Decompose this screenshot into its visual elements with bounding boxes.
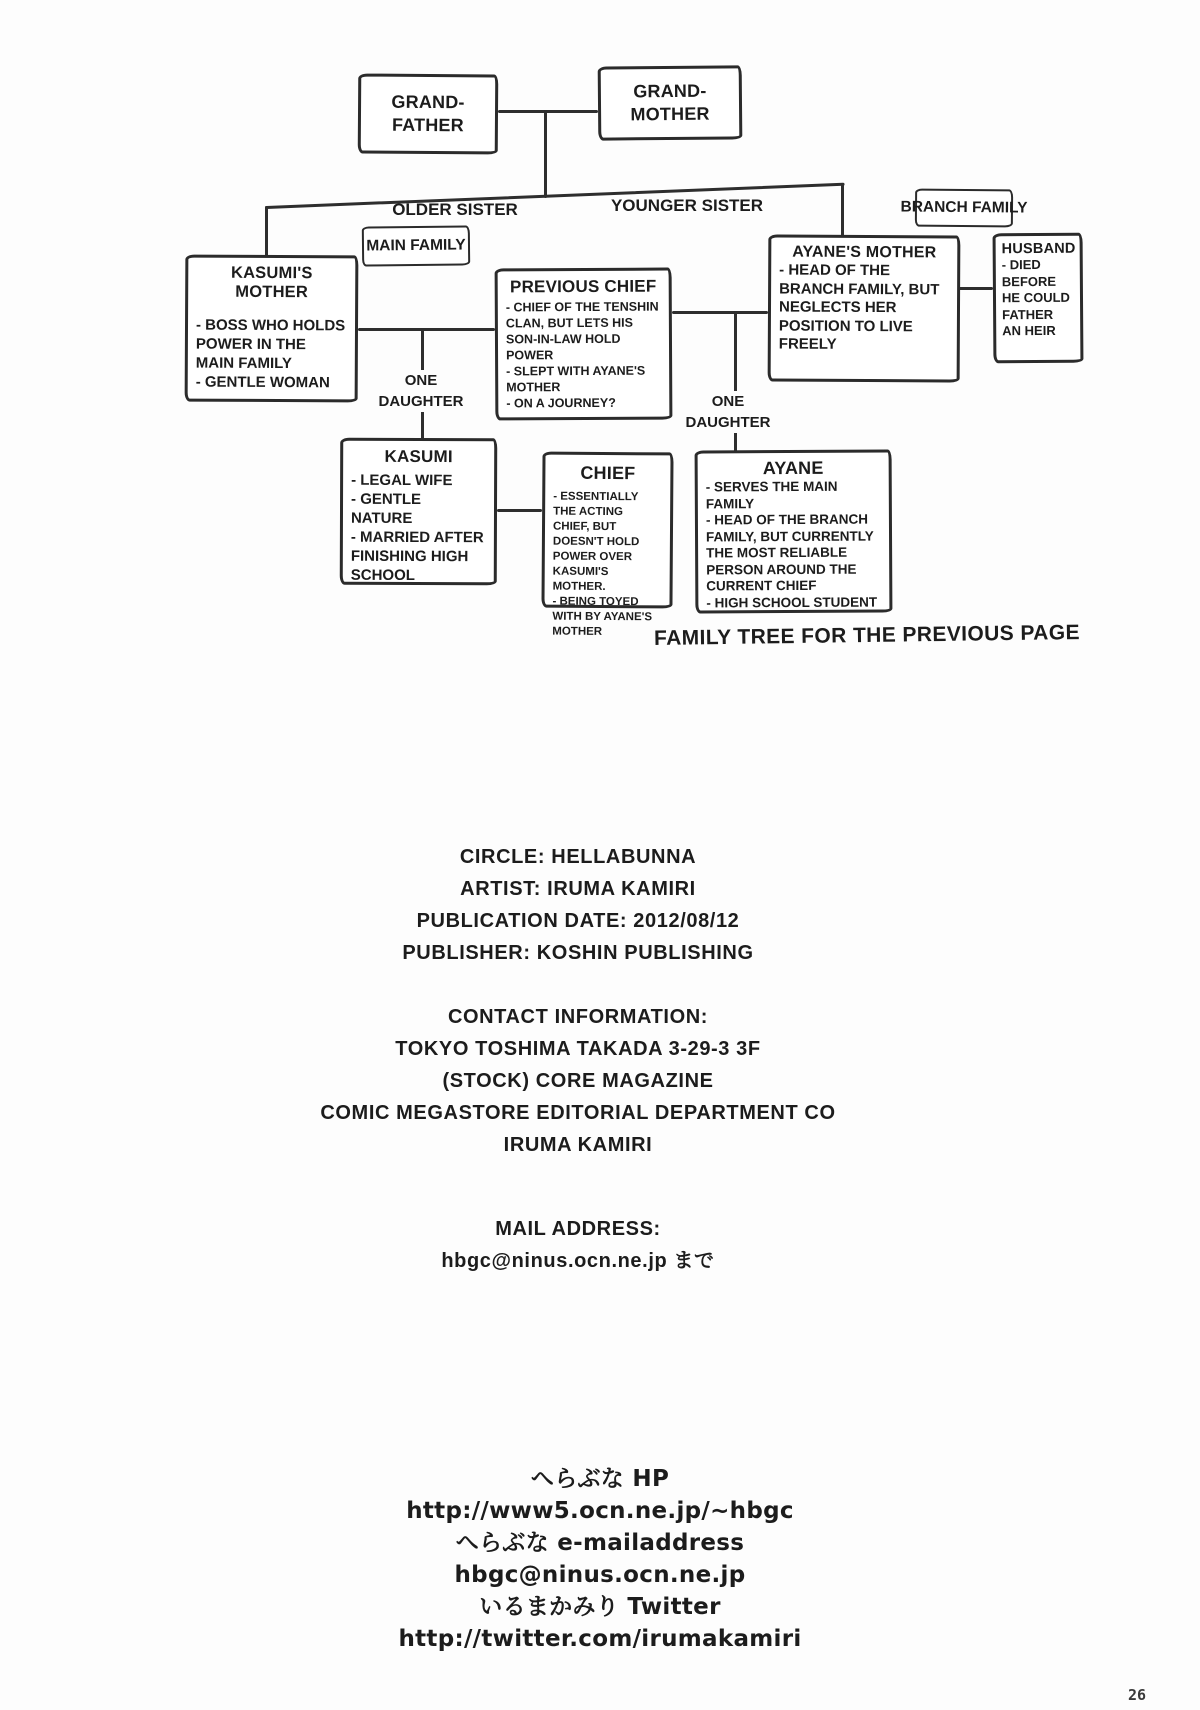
connector-kasumis-mother-previous-chief — [358, 328, 495, 331]
credit-publisher: PUBLISHER: KOSHIN PUBLISHING — [402, 942, 754, 964]
footer-hp-label: へらぶな HP — [530, 1466, 670, 1492]
contact-address: TOKYO TOSHIMA TAKADA 3-29-3 3F — [395, 1038, 761, 1060]
footer-twitter-url: http://twitter.com/irumakamiri — [398, 1626, 802, 1652]
contact-stock: (STOCK) CORE MAGAZINE — [442, 1070, 714, 1092]
connector-younger-sister-drop — [841, 183, 844, 236]
label-younger-sister: YOUNGER SISTER — [610, 196, 764, 215]
footer-block — [250, 1463, 950, 1655]
footer-twitter-label: いるまかみり Twitter — [479, 1594, 721, 1620]
connector-older-sister-drop — [265, 206, 268, 258]
footer-email-address: hbgc@ninus.ocn.ne.jp — [454, 1562, 746, 1588]
footer-hp-url: http://www5.ocn.ne.jp/~hbgc — [406, 1498, 794, 1524]
label-older-sister: OLDER SISTER — [392, 200, 518, 219]
tree-node-husband: HUSBAND - DIED BEFORE HE COULD FATHER AN HEIR — [993, 233, 1084, 364]
contact-name: IRUMA KAMIRI — [503, 1134, 653, 1156]
connector-previous-chief-ayanes-mother — [672, 311, 768, 314]
label-one-daughter-left: ONE DAUGHTER — [375, 370, 468, 412]
footer-email-label: へらぶな e-mailaddress — [455, 1530, 745, 1556]
mail-address: hbgc@ninus.ocn.ne.jp まで — [441, 1250, 715, 1272]
contact-department: COMIC MEGASTORE EDITORIAL DEPARTMENT CO — [320, 1102, 836, 1124]
connector-ayanes-mother-husband — [958, 287, 993, 290]
tree-node-kasumis-mother: KASUMI'S MOTHER - BOSS WHO HOLDS POWER IN THE MAIN FAMILY - GENTLE WOMAN — [185, 255, 359, 403]
tree-node-ayane: AYANE - SERVES THE MAIN FAMILY - HEAD OF THE BRANCH FAMILY, BUT CURRENTLY THE MOST RELIABLE PERSON AROUND THE CURRENT CHIEF - HIGH SCHOOL STUDENT — [695, 449, 893, 613]
label-one-daughter-right: ONE DAUGHTER — [682, 391, 775, 433]
mail-heading: MAIL ADDRESS: — [495, 1218, 661, 1240]
tree-node-ayanes-mother: AYANE'S MOTHER - HEAD OF THE BRANCH FAMILY, BUT NEGLECTS HER POSITION TO LIVE FREELY — [768, 234, 961, 382]
tree-node-previous-chief: PREVIOUS CHIEF - CHIEF OF THE TENSHIN CLAN, BUT LETS HIS SON-IN-LAW HOLD POWER - SLEPT WITH AYANE'S MOTHER - ON A JOURNEY? — [495, 268, 673, 421]
tree-caption: FAMILY TREE FOR THE PREVIOUS PAGE — [653, 621, 1081, 650]
tree-node-kasumi: KASUMI - LEGAL WIFE - GENTLE NATURE - MARRIED AFTER FINISHING HIGH SCHOOL — [340, 438, 498, 586]
connector-grandparents — [498, 110, 598, 113]
page-number: 26 — [1128, 1686, 1147, 1704]
credit-publication-date: PUBLICATION DATE: 2012/08/12 — [416, 910, 740, 932]
connector-kasumi-chief — [497, 509, 542, 512]
tag-branch-family: BRANCH FAMILY — [915, 189, 1013, 228]
credits-block — [178, 841, 978, 1277]
credit-circle: CIRCLE: HELLABUNNA — [459, 846, 697, 868]
tag-main-family: MAIN FAMILY — [362, 225, 470, 266]
tree-node-grandfather: GRAND- FATHER — [358, 74, 499, 155]
credit-artist: ARTIST: IRUMA KAMIRI — [460, 878, 696, 900]
tree-node-grandmother: GRAND- MOTHER — [598, 65, 743, 140]
tree-node-chief: CHIEF - ESSENTIALLY THE ACTING CHIEF, BUT DOESN'T HOLD POWER OVER KASUMI'S MOTHER. - BEING TOYED WITH BY AYANE'S MOTHER — [541, 452, 673, 609]
connector-grandparents-drop — [544, 110, 547, 198]
contact-heading: CONTACT INFORMATION: — [447, 1006, 709, 1028]
